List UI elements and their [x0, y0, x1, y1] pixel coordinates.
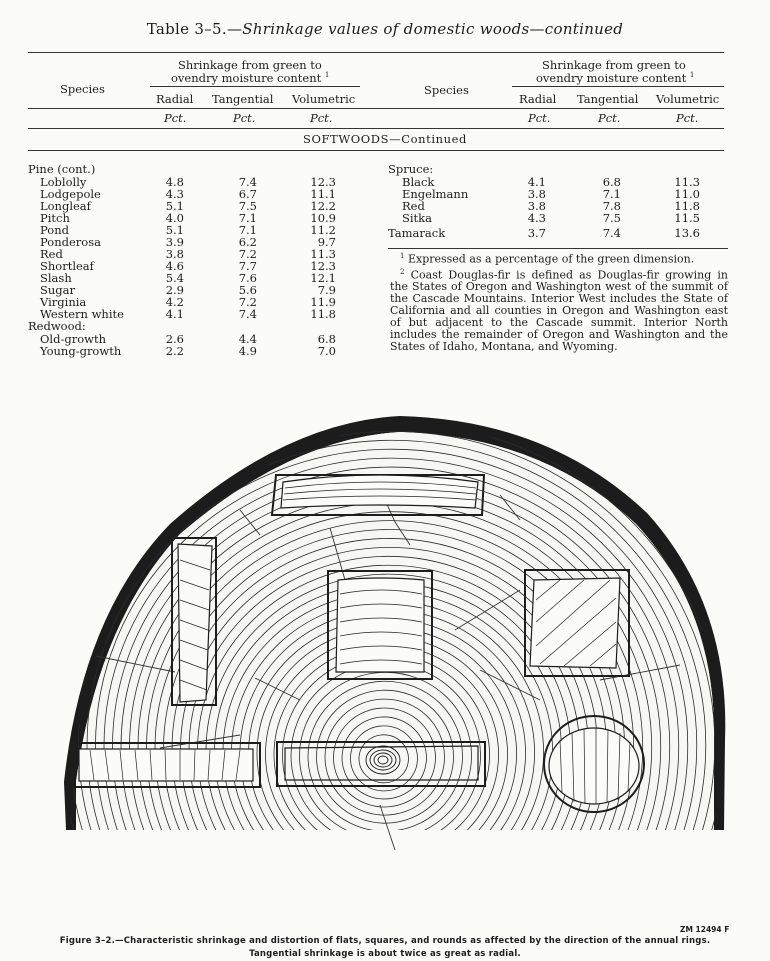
unit-radial-right: Pct.: [528, 111, 551, 125]
col-species-right: Species: [424, 83, 469, 97]
row-radial: 4.3: [165, 187, 184, 201]
round-piece: [544, 716, 644, 812]
row-tangential: 7.4: [238, 175, 257, 189]
col-tangential-right: Tangential: [577, 92, 639, 106]
row-radial: 3.8: [527, 199, 546, 213]
row-species: Pitch: [40, 211, 70, 225]
row-species: Western white: [40, 307, 124, 321]
row-species: Virginia: [40, 295, 87, 309]
col-tangential-left: Tangential: [212, 92, 274, 106]
figure-caption-line1: Figure 3–2.—Characteristic shrinkage and distortion of flats, squares, and rounds as affected by the direction of the annual rings.: [59, 936, 711, 946]
unit-tangential-left: Pct.: [233, 111, 256, 125]
row-volumetric: 11.2: [310, 223, 336, 237]
row-tangential: 7.6: [238, 271, 257, 285]
row-volumetric: 9.7: [317, 235, 336, 249]
log-cross-section-figure: [0, 410, 770, 925]
row-volumetric: 11.9: [310, 295, 336, 309]
flat-left-piece: [72, 743, 260, 787]
section-rule: [28, 150, 724, 151]
unit-radial-left: Pct.: [164, 111, 187, 125]
footnote-ref-left: 1: [324, 71, 330, 79]
row-radial: 4.1: [165, 307, 184, 321]
table-title: [0, 20, 770, 38]
row-radial: 5.1: [165, 199, 184, 213]
row-radial: 3.7: [527, 226, 546, 240]
right-group-rule: [512, 86, 724, 87]
row-tangential: 7.7: [238, 259, 257, 273]
square-diagonal-piece: [525, 570, 629, 676]
table-top-rule: [28, 52, 724, 53]
col-group-left-line2: ovendry moisture content $^1$: [171, 70, 330, 85]
square-center-piece: [328, 571, 432, 679]
row-radial: 4.1: [527, 175, 546, 189]
header-rule: [28, 108, 724, 109]
row-volumetric: 12.3: [310, 175, 336, 189]
row-species: Old-growth: [40, 332, 107, 346]
table-title-text: —Shrinkage values of domestic woods—continued: [226, 20, 624, 38]
row-tangential: 6.2: [238, 235, 257, 249]
row-species: Tamarack: [388, 226, 446, 240]
row-radial: 4.0: [165, 211, 184, 225]
row-species: Pine (cont.): [28, 162, 96, 176]
row-volumetric: 7.9: [317, 283, 336, 297]
row-volumetric: 11.3: [310, 247, 336, 261]
row-tangential: 7.4: [238, 307, 257, 321]
row-radial: 4.3: [527, 211, 546, 225]
row-radial: 4.6: [165, 259, 184, 273]
row-tangential: 7.4: [602, 226, 621, 240]
row-species: Sugar: [40, 283, 75, 297]
row-species: Red: [40, 247, 63, 261]
row-radial: 2.6: [165, 332, 184, 346]
footnote-1: $^1$ Expressed as a percentage of the green dimension.: [400, 252, 695, 266]
row-radial: 2.2: [165, 344, 184, 358]
row-tangential: 7.1: [238, 223, 257, 237]
row-species: Black: [402, 175, 435, 189]
row-volumetric: 12.2: [310, 199, 336, 213]
col-volumetric-left: Volumetric: [292, 92, 356, 106]
row-volumetric: 11.5: [674, 211, 700, 225]
col-group-right-line1: Shrinkage from green to: [542, 58, 686, 72]
row-volumetric: 11.8: [310, 307, 336, 321]
row-radial: 3.9: [165, 235, 184, 249]
row-species: Longleaf: [40, 199, 91, 213]
row-volumetric: 10.9: [310, 211, 336, 225]
row-volumetric: 13.6: [674, 226, 700, 240]
row-tangential: 5.6: [238, 283, 257, 297]
row-radial: 5.4: [165, 271, 184, 285]
unit-tangential-right: Pct.: [598, 111, 621, 125]
tamarack-rule: [388, 248, 728, 249]
row-species: Engelmann: [402, 187, 469, 201]
row-tangential: 7.8: [602, 199, 621, 213]
row-tangential: 7.2: [238, 247, 257, 261]
footnote-2: $^2$ Coast Douglas-fir is defined as Douglas-fir growing in the States of Oregon and Washington west of the summit of the Cascade Mountains. Interior West includes the State of California and all counties in Oregon and Washington east of but adjacent to the Cascade summit. Interior North includes the remainder of Oregon and Washington and the States of Idaho, Montana, and Wyoming.: [390, 267, 728, 354]
row-radial: 4.8: [165, 175, 184, 189]
row-tangential: 7.1: [602, 187, 621, 201]
row-volumetric: 6.8: [317, 332, 336, 346]
footnotes: [390, 250, 728, 353]
row-radial: 3.8: [527, 187, 546, 201]
row-volumetric: 11.1: [310, 187, 336, 201]
row-volumetric: 11.0: [674, 187, 700, 201]
row-species: Redwood:: [28, 319, 86, 333]
row-species: Red: [402, 199, 425, 213]
row-volumetric: 12.1: [310, 271, 336, 285]
row-radial: 3.8: [165, 247, 184, 261]
row-species: Young-growth: [40, 344, 122, 358]
row-volumetric: 11.3: [674, 175, 700, 189]
row-tangential: 7.5: [602, 211, 621, 225]
row-radial: 4.2: [165, 295, 184, 309]
row-species: Pond: [40, 223, 69, 237]
row-volumetric: 11.8: [674, 199, 700, 213]
row-tangential: 4.4: [238, 332, 257, 346]
row-species: Loblolly: [40, 175, 87, 189]
row-tangential: 7.5: [238, 199, 257, 213]
row-species: Slash: [40, 271, 72, 285]
row-species: Ponderosa: [40, 235, 101, 249]
unit-volumetric-right: Pct.: [676, 111, 699, 125]
col-group-left-line1: Shrinkage from green to: [178, 58, 322, 72]
left-group-rule: [150, 86, 360, 87]
row-tangential: 7.1: [238, 211, 257, 225]
figure-caption-line2: Tangential shrinkage is about twice as great as radial.: [249, 949, 521, 959]
footnote-ref-right: 1: [689, 71, 695, 79]
col-volumetric-right: Volumetric: [656, 92, 720, 106]
row-tangential: 7.2: [238, 295, 257, 309]
row-radial: 2.9: [165, 283, 184, 297]
row-tangential: 6.7: [238, 187, 257, 201]
row-tangential: 4.9: [238, 344, 257, 358]
section-heading: SOFTWOODS—Continued: [302, 132, 468, 146]
row-species: Sitka: [402, 211, 433, 225]
col-species-left: Species: [60, 82, 105, 96]
row-tangential: 6.8: [602, 175, 621, 189]
col-group-right-line2: ovendry moisture content $^1$: [536, 70, 695, 85]
figure-id-code: ZM 12494 F: [680, 925, 730, 934]
row-species: Spruce:: [388, 162, 434, 176]
col-radial-left: Radial: [156, 92, 194, 106]
row-volumetric: 7.0: [317, 344, 336, 358]
table-number: Table 3–5.: [146, 20, 227, 38]
row-volumetric: 12.3: [310, 259, 336, 273]
unit-rule: [28, 128, 724, 129]
unit-volumetric-left: Pct.: [310, 111, 333, 125]
col-radial-right: Radial: [519, 92, 557, 106]
row-species: Shortleaf: [40, 259, 94, 273]
row-species: Lodgepole: [40, 187, 101, 201]
row-radial: 5.1: [165, 223, 184, 237]
